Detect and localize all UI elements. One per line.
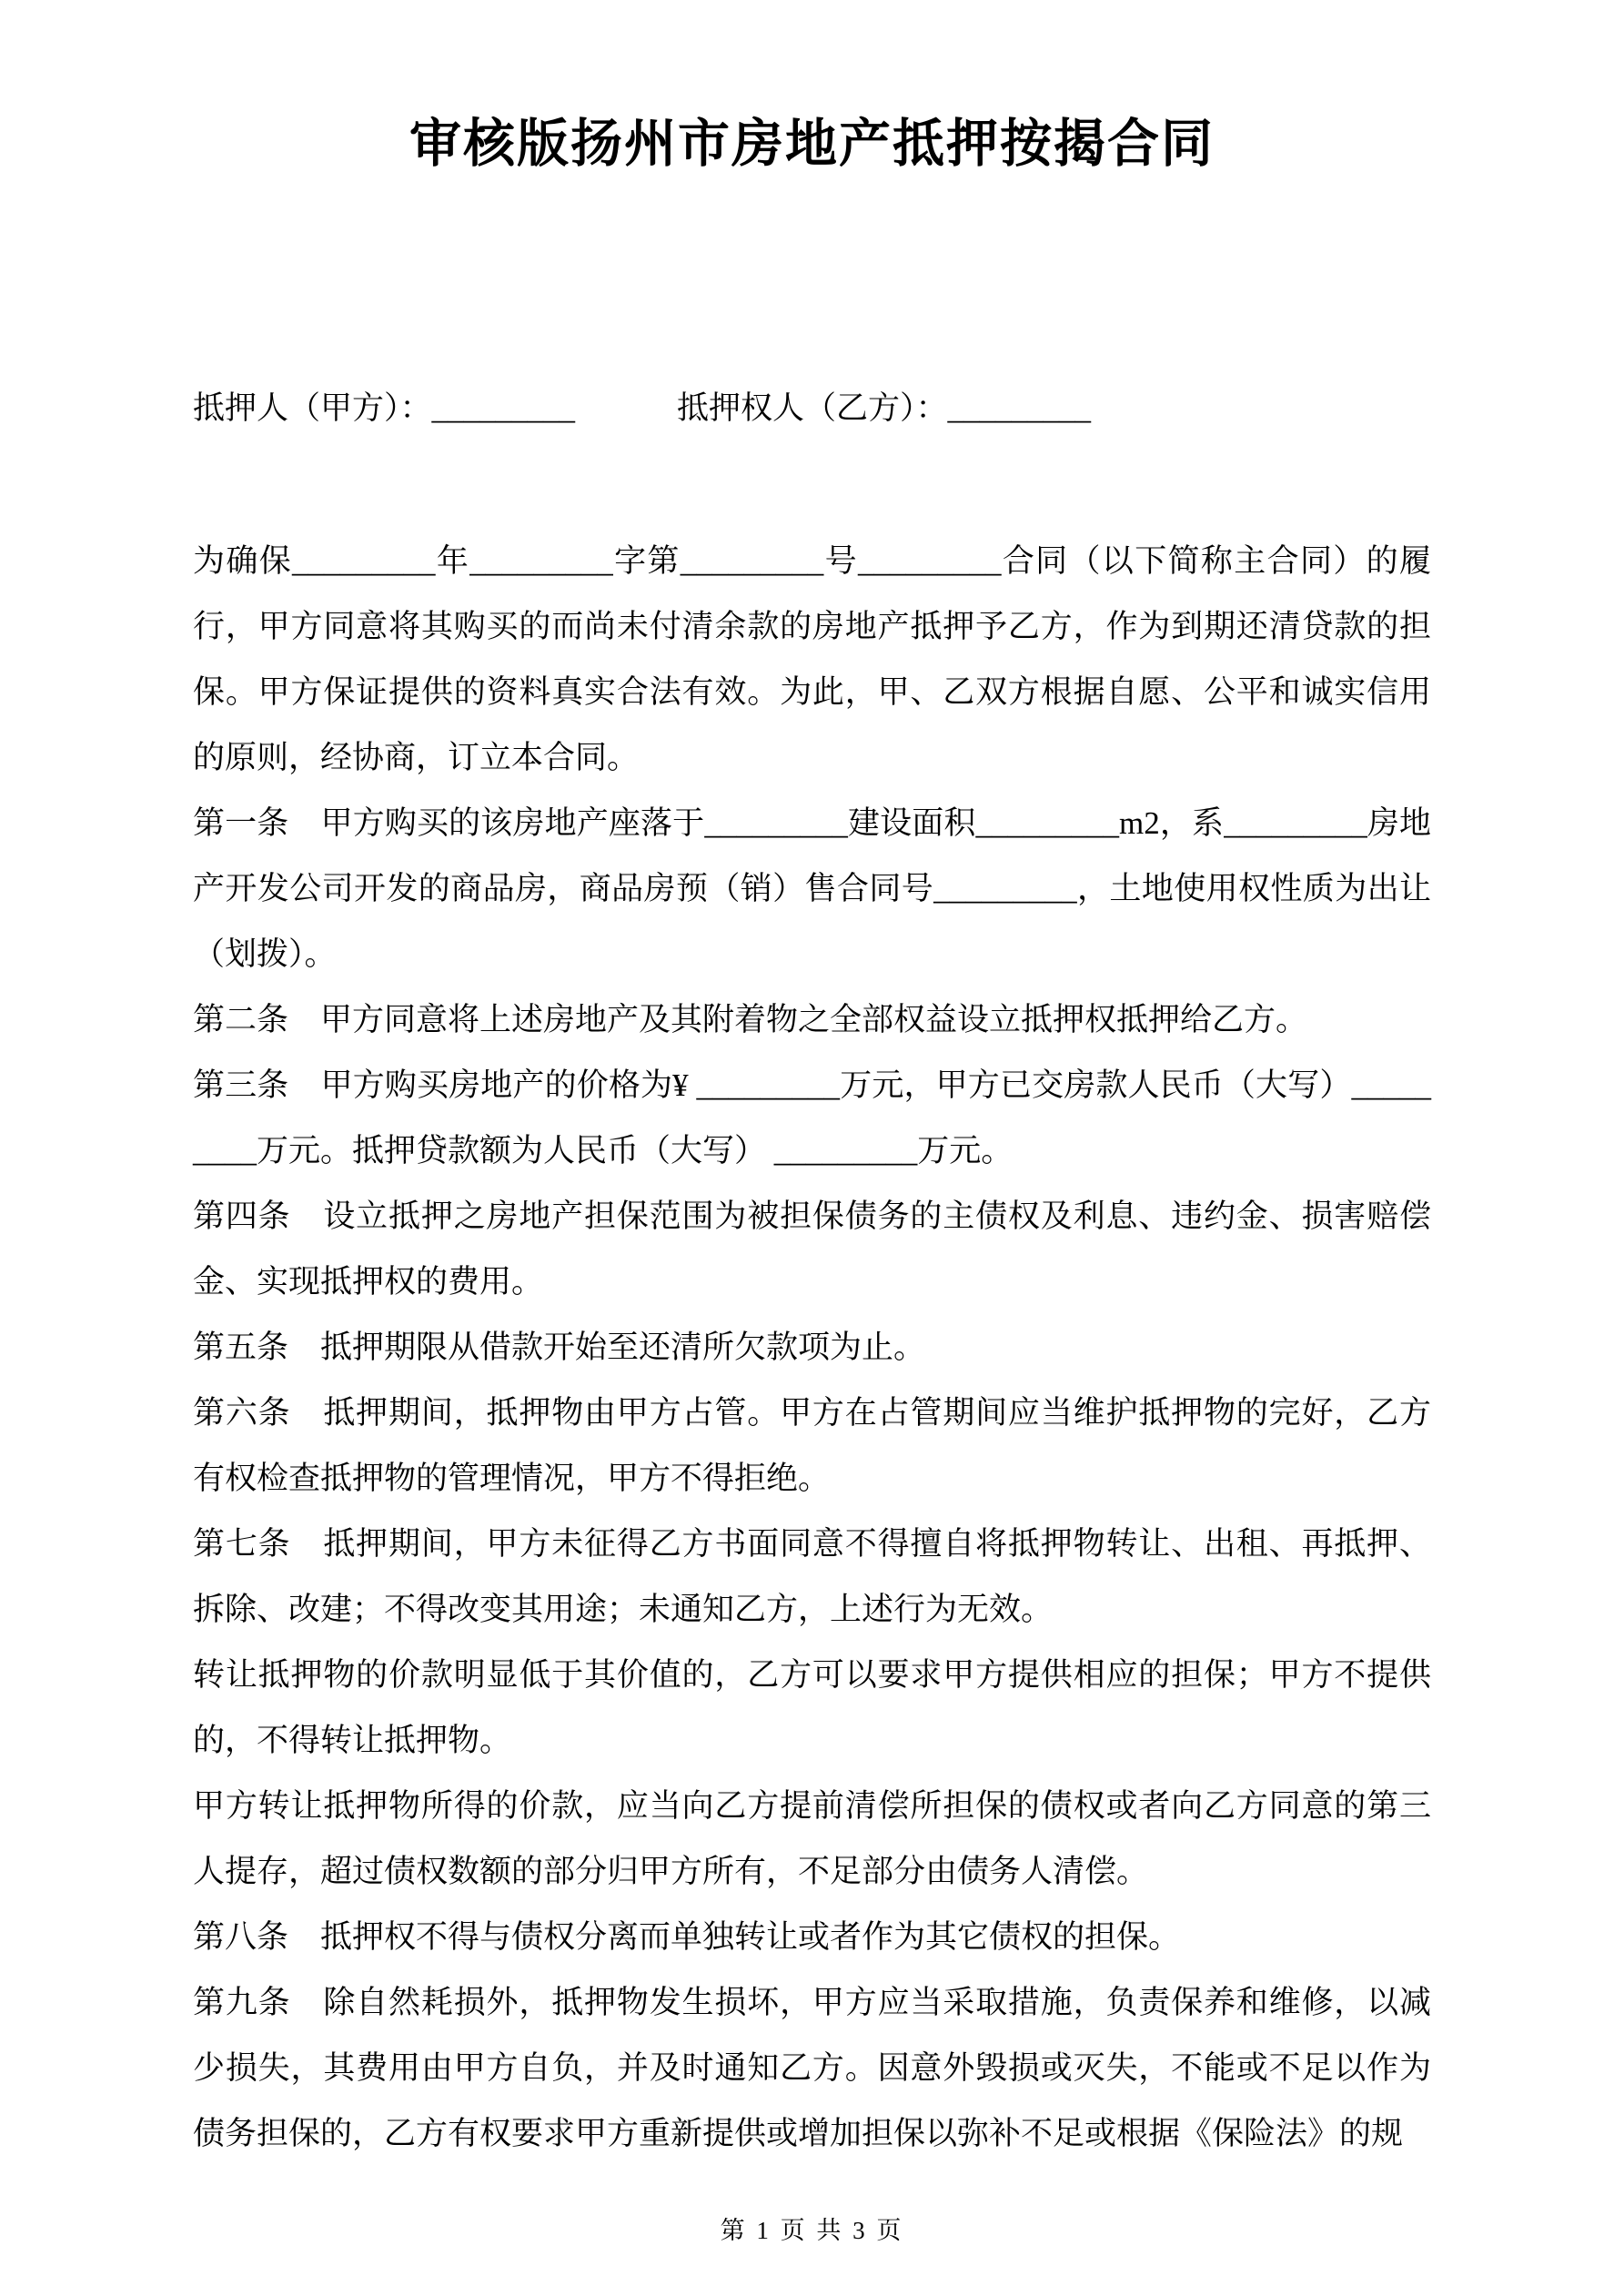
contract-paragraph: 第九条 除自然耗损外，抵押物发生损坏，甲方应当采取措施，负责保养和维修，以减少损失，其费用由甲方自负，并及时通知乙方。因意外毁损或灭失，不能或不足以作为债务担保的，乙方有权要求甲方重新提供或增加担保以弥补不足或根据《保险法》的规 — [193, 1985, 1431, 2152]
mortgagee-blank: _________ — [947, 390, 1092, 427]
contract-paragraph: 第六条 抵押期间，抵押物由甲方占管。甲方在占管期间应当维护抵押物的完好，乙方有权检查抵押物的管理情况，甲方不得拒绝。 — [193, 1395, 1431, 1497]
document-title: 审核版扬州市房地产抵押按揭合同 — [409, 116, 1215, 173]
mortgagor-label: 抵押人（甲方）： — [193, 390, 432, 427]
mortgagor-field — [193, 376, 575, 441]
contract-paragraph: 为确保_________年_________字第_________号_________合同（以下简称主合同）的履行，甲方同意将其购买的而尚未付清余款的房地产抵押予乙方，作为到期还清贷款的担保。甲方保证提供的资料真实合法有效。为此，甲、乙双方根据自愿、公平和诚实信用的原则，经协商，订立本合同。 — [193, 543, 1431, 776]
contract-paragraph: 第一条 甲方购买的该房地产座落于_________建设面积_________m2，系_________房地产开发公司开发的商品房，商品房预（销）售合同号_________，土地使用权性质为出让（划拨）。 — [193, 805, 1431, 973]
contract-paragraph: 甲方转让抵押物所得的价款，应当向乙方提前清偿所担保的债权或者向乙方同意的第三人提存，超过债权数额的部分归甲方所有，不足部分由债务人清偿。 — [193, 1788, 1431, 1890]
contract-paragraph: 第四条 设立抵押之房地产担保范围为被担保债务的主债权及利息、违约金、损害赔偿金、实现抵押权的费用。 — [193, 1199, 1431, 1300]
contract-paragraph: 第八条 抵押权不得与债权分离而单独转让或者作为其它债权的担保。 — [193, 1919, 1181, 1956]
contract-paragraph: 转让抵押物的价款明显低于其价值的，乙方可以要求甲方提供相应的担保；甲方不提供的，不得转让抵押物。 — [193, 1657, 1431, 1759]
page-footer: 第 1 页 共 3 页 — [720, 2217, 904, 2244]
contract-paragraph: 第二条 甲方同意将上述房地产及其附着物之全部权益设立抵押权抵押给乙方。 — [193, 1002, 1308, 1038]
parties-line — [193, 376, 1431, 441]
mortgagee-field — [677, 376, 1091, 441]
contract-body — [193, 529, 1431, 2167]
contract-paragraph: 第三条 甲方购买房地产的价格为¥ _________万元，甲方已交房款人民币（大写）_________万元。抵押贷款额为人民币（大写） _________万元。 — [193, 1067, 1431, 1169]
contract-paragraph: 第七条 抵押期间，甲方未征得乙方书面同意不得擅自将抵押物转让、出租、再抵押、拆除、改建；不得改变其用途；未通知乙方，上述行为无效。 — [193, 1526, 1431, 1628]
contract-paragraph: 第五条 抵押期限从借款开始至还清所欠款项为止。 — [193, 1330, 926, 1366]
mortgagor-blank: _________ — [431, 390, 576, 427]
mortgagee-label: 抵押权人（乙方）： — [677, 390, 948, 427]
